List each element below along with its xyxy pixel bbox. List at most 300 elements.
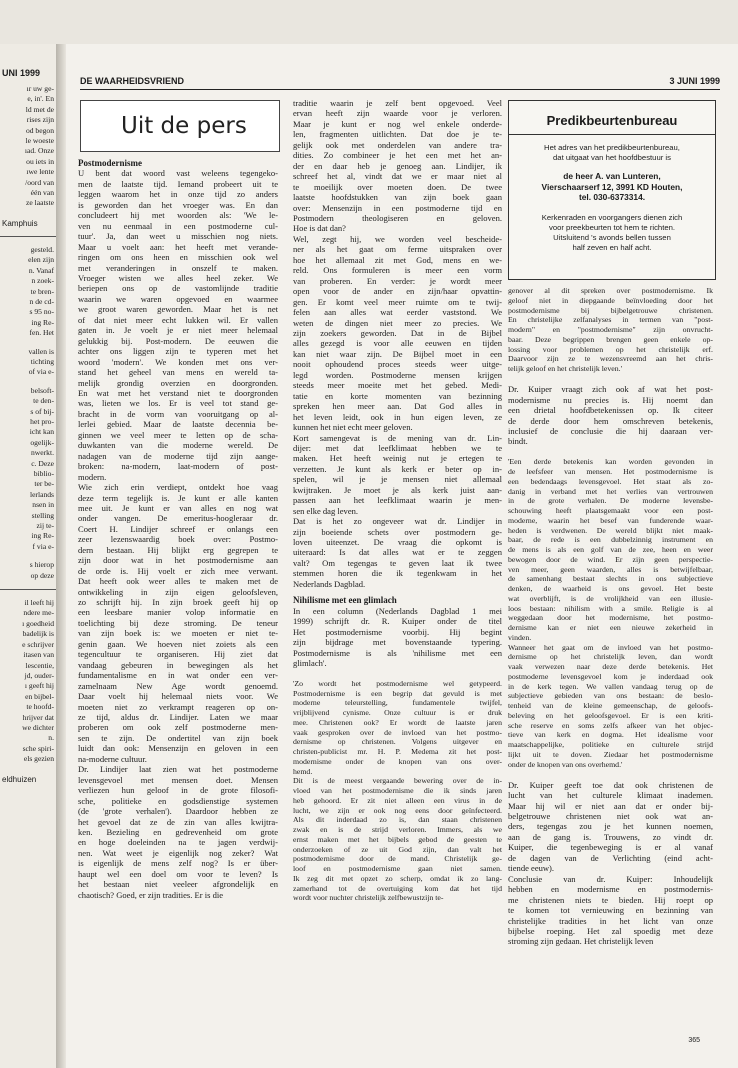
text-line: nen. Wat weet je eigenlijk nog zeker? Wat bbox=[78, 847, 278, 858]
text-line: één van bbox=[30, 188, 54, 198]
text-line: fen. Het bbox=[29, 328, 54, 338]
text-line: in de kerk tegen. We vallen vandaag terug op de bbox=[508, 681, 713, 691]
text-line: ervan heeft zijn waarde voor je verloren. bbox=[293, 108, 502, 119]
text-line: der en daar heb je genoeg aan. Lindijer, ik bbox=[293, 160, 502, 171]
text-line: genin gaan. We hoeven niet zoiets als een bbox=[78, 638, 278, 649]
text-line: bracht in de vorm van vooruitgang op al- bbox=[78, 408, 278, 419]
text-line: maken. Het heeft weinig nut je ertegen te bbox=[293, 453, 502, 464]
text-line: bindt. bbox=[508, 436, 528, 447]
text-line: stand het geheel van mens en wereld ta- bbox=[78, 367, 278, 378]
quotation bbox=[293, 776, 502, 903]
text-line: il leeft hij bbox=[24, 598, 54, 608]
text-line: ze tijd, aldus dr. Lindijer. Laten we maar bbox=[78, 712, 278, 723]
column-2 bbox=[293, 98, 502, 903]
text-line: van proberen. En verder: je wordt meer bbox=[293, 275, 502, 286]
text-line: Hoe is dat dan? bbox=[293, 223, 346, 234]
text-line: /oord van bbox=[25, 177, 54, 187]
text-line: met veranderingen in onszelf te maken. bbox=[78, 262, 278, 273]
paragraph bbox=[508, 384, 713, 447]
text-line: denken, de waarheid is ons gevoel. Het beste bbox=[508, 584, 713, 593]
text-line: ven meer, geen waarden, alles is betwijfelbaar, bbox=[508, 564, 713, 574]
prev-block-2 bbox=[0, 245, 56, 339]
text-line: op deze bbox=[30, 570, 54, 580]
paragraph bbox=[293, 516, 502, 589]
text-line: ı goedheid bbox=[22, 618, 54, 628]
text-line: gelukkig bij. Post-modern. De eeuwen die bbox=[78, 335, 278, 346]
text-line: ringen om ons heen en misschien ook wel bbox=[78, 252, 278, 263]
text-line: te hoofd- bbox=[26, 702, 54, 712]
text-line: 'Zo wordt het postmodernisme wel getypeerd. bbox=[293, 678, 502, 688]
text-line: ter be- bbox=[34, 479, 54, 489]
text-line: modern. bbox=[78, 471, 107, 482]
text-line: vallen is bbox=[28, 346, 54, 356]
contact-phone: tel. 030-6373314. bbox=[578, 192, 646, 202]
prev-block-6 bbox=[0, 598, 56, 765]
text-line: na-moderne cultuur. bbox=[78, 753, 147, 764]
text-line: is geworden dan het vroeger was. En dan bbox=[78, 199, 278, 210]
text-line: gelijk ook met onderdelen van andere tra- bbox=[293, 139, 502, 150]
page-number: 365 bbox=[688, 1037, 700, 1044]
text-line: biblio- bbox=[33, 469, 54, 478]
text-line: te den- bbox=[33, 396, 54, 406]
text-line: n zoek- bbox=[31, 276, 54, 286]
text-line: een leesbare manier volop informatie en bbox=[78, 607, 278, 618]
text-line: ld met de bbox=[25, 104, 54, 114]
text-line: e, in'. En bbox=[27, 94, 54, 104]
text-line: ır uw ge- bbox=[26, 84, 54, 93]
text-line: els gezien bbox=[23, 754, 54, 764]
text-line: alles gezegd is voor alle eeuwen en tijden bbox=[293, 338, 502, 349]
text-line: baar, de rede is een dubbelzinnig instrument en bbox=[508, 535, 713, 545]
text-line: het bestaan niet veeleer afgrondelijk en bbox=[78, 879, 278, 890]
column-1 bbox=[78, 158, 278, 900]
text-line: belgetrouwe christenen niet ook wat an- bbox=[508, 811, 713, 821]
text-line: vandaag gebeuren in bewegingen als het bbox=[78, 659, 278, 670]
text-line: maatschappelijke, politieke en culturele strijd bbox=[508, 740, 713, 749]
text-line: tuur'. Ja, dan weet u misschien nog niets. bbox=[78, 231, 278, 242]
text-line: legd worden. Postmoderne mensen krijgen bbox=[293, 369, 502, 380]
text-line: genover al dit spreken over postmodernisme. Ik bbox=[508, 286, 713, 295]
text-line: f via e- bbox=[32, 541, 54, 551]
text-line: schouwing heeft plaatsgemaakt voor een post- bbox=[508, 506, 713, 515]
text-line: baar. Deze begrippen brengen geen enkele op- bbox=[508, 334, 713, 344]
text-line: wat overblijft, is de vrolijkheid van een illusie- bbox=[508, 593, 713, 603]
text-line: moderne, waarin het besef van funderende waar- bbox=[508, 515, 713, 525]
text-line: modernisme nu precies is. Hij noemt dan bbox=[508, 394, 713, 405]
text-line: open voor de ander en zijn/haar opvattin- bbox=[293, 286, 502, 297]
notice-note: half zeven en half acht. bbox=[572, 242, 652, 252]
quotation bbox=[293, 679, 502, 777]
paragraph bbox=[293, 433, 502, 517]
text-line: ing Re- bbox=[31, 317, 54, 327]
text-line: rises zijn bbox=[26, 115, 54, 125]
text-line: zijn boeiende schets over postmodern ge- bbox=[293, 526, 502, 537]
text-line: zijn bijdrage met bovenstaande typering. bbox=[293, 637, 502, 648]
text-line: Dr. Kuiper vraagt zich ook af wat het post- bbox=[508, 384, 713, 395]
text-line: Kuiper, die tegenbeweging is er al vanaf bbox=[508, 842, 713, 853]
text-line: zijn door wat in het postmodernisme aan bbox=[78, 555, 278, 566]
text-line: s of bij- bbox=[30, 406, 54, 416]
text-line: tieve van kerk en dogma. Het idealisme voor bbox=[508, 730, 713, 740]
prev-author: Kamphuis bbox=[2, 218, 38, 228]
text-line: Dat heeft ook weer alles te maken met de bbox=[78, 576, 278, 587]
paragraph bbox=[293, 98, 502, 234]
text-line: En wat met het verstand niet te doorgronden bbox=[78, 387, 278, 398]
notice-note: Kerkenraden en voorgangers dienen zich bbox=[541, 212, 683, 222]
text-line: c. Deze bbox=[31, 458, 54, 468]
text-line: hrijver dat bbox=[22, 712, 54, 722]
text-line: vloed van het postmodernisme die ik sinds jaren bbox=[293, 786, 502, 796]
notice-line: Het adres van het predikbeurtenbureau, bbox=[544, 143, 680, 152]
text-line: tiende eeuw). bbox=[508, 863, 555, 874]
text-line: deze term tegelijk is. Je kunt er alle kanten bbox=[78, 492, 278, 503]
text-line: loven uiteenzet. De vraag die opkomt is bbox=[293, 537, 502, 548]
text-line: Dit is de meest vergaande bewering over de in- bbox=[293, 776, 502, 786]
text-line: Het postmodernisme voorbij. Hij begint bbox=[293, 626, 502, 637]
text-line: zeer lezenswaardig boek over: Postmo- bbox=[78, 534, 278, 545]
text-line: hebben en modernisme en postmodernis- bbox=[508, 884, 713, 895]
text-line: nooit ophoudend proces steeds weer uitge- bbox=[293, 359, 502, 370]
text-line: lescentie, bbox=[25, 660, 54, 670]
text-line: te bren- bbox=[30, 286, 54, 296]
text-line: spreken hen meer aan. Dat God alles in bbox=[293, 401, 502, 412]
text-line: ı geeft hij bbox=[24, 681, 54, 691]
text-line: Dr. Kuiper geeft toe dat ook christenen de bbox=[508, 779, 713, 790]
subheading-postmodernisme: Postmodernisme bbox=[78, 158, 142, 168]
text-line: kan niet waar zijn. De Bijbel moet in een bbox=[293, 348, 502, 359]
text-line: loof en postmodernisme gaan niet samen. bbox=[293, 864, 502, 874]
text-line: bijbelse roeping. Het zal spoedig met deze bbox=[508, 925, 713, 936]
paragraph bbox=[78, 764, 278, 900]
text-line: U bent dat woord vast weleens tegengeko- bbox=[78, 168, 278, 179]
text-line: le woeste bbox=[25, 136, 54, 146]
text-line: het pro- bbox=[30, 416, 54, 426]
text-line: Daarvoor zijn ze te wezensvreemd aan het chris- bbox=[508, 354, 713, 364]
text-line: of dat niet meer echt lukken wil. Er vallen bbox=[78, 314, 278, 325]
text-line: Maar hij wil er niet aan dat er onder bij- bbox=[508, 800, 713, 811]
previous-page-edge bbox=[0, 44, 57, 1068]
text-line: Coert H. Lindijer schreef er onlangs een bbox=[78, 523, 278, 534]
text-line: Wel, zegt hij, we worden veel bescheide- bbox=[293, 233, 502, 244]
text-line: verliezen hun geloof in de grote filosofi- bbox=[78, 785, 278, 796]
text-line: onder de knopen van ons overhemd.' bbox=[508, 759, 623, 769]
text-line: zamelnaam New Age wordt genoemd. bbox=[78, 680, 278, 691]
text-line: Dr. Lindijer laat zien wat het postmoderne bbox=[78, 764, 278, 775]
text-line: waarin we waren opgevoed en waarmee bbox=[78, 293, 278, 304]
text-line: vaak gesproken over de invloed van het postmo- bbox=[293, 727, 502, 737]
text-line: Maar u voelt aan: het heeft met verande- bbox=[78, 241, 278, 252]
text-line: modernisme onder de knopen van ons over- bbox=[293, 756, 502, 766]
text-line: is eigenlijk de mens zelf nog? Is er über- bbox=[78, 858, 278, 869]
text-line: hemd. bbox=[293, 766, 313, 776]
text-line: dernisme op het christelijk leven, dan wordt bbox=[508, 652, 713, 662]
text-line: luidt dan ook: Mensenzijn en geloven in een bbox=[78, 743, 278, 754]
quotation bbox=[508, 643, 713, 770]
text-line: ken. Bezieling en gedrevenheid om grote bbox=[78, 827, 278, 837]
text-line: felen aan alles wat eerder vaststond. We bbox=[293, 307, 502, 318]
text-line: nadagen van de moderne tijd zijn aange- bbox=[78, 450, 278, 461]
text-line: christen-publicist mr. H. P. Medema zit het post- bbox=[293, 747, 502, 757]
text-line: glimlach'. bbox=[293, 658, 327, 669]
binding-spine bbox=[56, 44, 66, 1068]
quotation bbox=[508, 286, 713, 374]
text-line: ogelijk- bbox=[30, 437, 54, 447]
prev-box bbox=[0, 236, 56, 590]
text-line: gesteld. bbox=[30, 244, 54, 254]
text-line: Wie zich erin verdiept, ontdekt hoe vaag bbox=[78, 482, 278, 493]
text-line: toelichting bij deze stroming. De teneur bbox=[78, 617, 278, 628]
text-line: concludeert hij met woorden als: 'We le- bbox=[78, 210, 278, 221]
text-line: ıwe lente bbox=[26, 167, 54, 177]
text-line: tatie en korte momenten van bezinning bbox=[293, 390, 502, 401]
text-line: ner als het gaat om ferme uitspraken over bbox=[293, 244, 502, 255]
text-line: onderzoeken of ze uit God zijn, dan valt het bbox=[293, 844, 502, 854]
text-line: vaak verwezen naar deze derde betekenis. Het bbox=[508, 662, 713, 671]
text-line: Conclusie van dr. Kuiper: Inhoudelijk bbox=[508, 873, 713, 884]
text-line: de dagen van de Verlichting (eind acht- bbox=[508, 852, 713, 863]
text-line: men de laatste tijd. Iemand probeert uit te bbox=[78, 178, 278, 189]
text-line: Maar je kunt er nog wel enkele onderde- bbox=[293, 118, 502, 129]
notice-note: voor preekbeurten tot hem te richten. bbox=[548, 222, 676, 232]
text-line: proberen om ook zelf postmoderne men- bbox=[78, 722, 278, 733]
text-line: mee uit. Je kunt er van alles en nog wat bbox=[78, 502, 278, 513]
text-line: Daar voelt hij helemaal niets voor. We bbox=[78, 691, 278, 702]
text-line: Ik zeg dit met opzet zo scherp, omdat ik zo lang- bbox=[293, 873, 502, 883]
text-line: duwkanten van die moderne wereld. De bbox=[78, 440, 278, 451]
text-line: Postmodern theologiseren en geloven. bbox=[293, 212, 502, 223]
text-line: ze laatste bbox=[25, 198, 54, 208]
text-line: s 95 no- bbox=[29, 307, 54, 317]
text-line: elen zijn bbox=[28, 255, 54, 265]
text-line: tegencultuur te organiseren. Hij ziet dat bbox=[78, 649, 278, 660]
magazine-page bbox=[66, 44, 738, 1068]
text-line: melijk grondig overzien en doorgronden. bbox=[78, 377, 278, 388]
text-line: ou iets in bbox=[26, 156, 54, 166]
text-line: Als dit inderdaad zo is, dan staan christenen bbox=[293, 815, 502, 825]
text-line: zijn zoekers geworden. Dat in de Bijbel bbox=[293, 327, 502, 338]
text-line: over: Mensenzijn in een postmoderne tijd en bbox=[293, 202, 502, 213]
text-line: Nederlands Dagblad. bbox=[293, 578, 366, 589]
text-line: traditie waarin je zelf bent opgevoed. Veel bbox=[293, 98, 502, 108]
contact-name: de heer A. van Lunteren, bbox=[563, 171, 661, 181]
quotation bbox=[508, 457, 713, 642]
text-line: beriepen ons op de vastomlijnde traditie bbox=[78, 283, 278, 294]
text-line: Postmodernisme is een begrip dat gevuld is met bbox=[293, 688, 502, 698]
text-line: ernst maken met het bijbels gebod de geesten te bbox=[293, 834, 502, 844]
text-line: beleving en het geloofsgevoel. Er is een kriti- bbox=[508, 710, 713, 720]
text-line: ginnen we veel meer te letten op de scha- bbox=[78, 429, 278, 440]
text-line: ven nu eenmaal in een postmoderne cul- bbox=[78, 220, 278, 231]
text-line: len, fragmenten uitlichten. Dat doe je te- bbox=[293, 129, 502, 140]
text-line: de orde is. Hij voelt er zich mee verwant. bbox=[78, 565, 278, 576]
text-line: belsoft- bbox=[30, 385, 54, 395]
text-line: of via e- bbox=[28, 367, 54, 377]
text-line: Vroeger wisten we alles heel zeker. We bbox=[78, 272, 278, 283]
prev-page-header: UNI 1999 bbox=[2, 68, 41, 78]
text-line: Dat is het zo ongeveer wat dr. Lindijer in bbox=[293, 516, 502, 527]
notice-line: dat uitgaat van het hoofdbestuur is bbox=[553, 153, 671, 162]
text-line: ndere me- bbox=[23, 608, 54, 618]
text-line: stemmen horen die ik tegenkwam in het bbox=[293, 568, 502, 579]
text-line: stelling bbox=[31, 510, 54, 520]
text-line: onder vangen. De emeritus-hoogleraar dr. bbox=[78, 513, 278, 524]
text-line: wordt voor nuchter christelijk zelfbewustzijn te- bbox=[293, 893, 444, 903]
text-line: stroming zijn gedaan. Het christelijk leven bbox=[508, 936, 654, 947]
text-line: mee. Christenen ook? Er wordt de laatste jaren bbox=[293, 717, 502, 727]
text-line: was, lieten we los. Er is veel tot stand ge- bbox=[78, 398, 278, 409]
text-line: te komen tot vernieuwing en bezinning van bbox=[508, 905, 713, 916]
text-line: modern" en "postmodernisme" zijn onvrucht- bbox=[508, 325, 713, 334]
text-line: lucht van het culturele klimaat inademen. bbox=[508, 790, 713, 801]
text-line: uiteraard: Is dat alles wat er te zeggen bbox=[293, 547, 502, 558]
text-line: hoe het allemaal zit met God, mens en we- bbox=[293, 254, 502, 265]
text-line: nsen in bbox=[32, 500, 54, 510]
text-line: chaotisch? Goed, er zijn tradities. Er is die bbox=[78, 889, 224, 900]
text-line: christelijke tradities in het licht van onze bbox=[508, 915, 713, 926]
text-line: sche, politieke en godsdienstige systemen bbox=[78, 795, 278, 806]
text-line: we dichter bbox=[22, 722, 54, 732]
text-line: n de cd- bbox=[29, 296, 54, 306]
predikbeurtenbureau-notice bbox=[508, 100, 716, 280]
text-line: we groot waren geworden. Maar het is net bbox=[78, 304, 278, 315]
text-line: leggen waarom het in onze tijd zo anders bbox=[78, 189, 278, 200]
text-line: moderne teleurstelling, fundamentele twijfel, bbox=[293, 698, 502, 708]
text-line: reld. Ons formuleren is meer een vorm bbox=[293, 265, 502, 276]
paragraph bbox=[293, 234, 502, 433]
notice-note: Uitsluitend 's avonds bellen tussen bbox=[553, 232, 671, 242]
text-line: dities. Zo combineer je het een met het an- bbox=[293, 150, 502, 161]
text-line: heb gehoord. Er zit niet alleen een virus in de bbox=[293, 795, 502, 805]
prev-footer: eldhuizen bbox=[2, 774, 37, 784]
subheading-nihilisme: Nihilisme met een glimlach bbox=[293, 595, 397, 606]
text-line: ders, tegengas zou je het kunnen noemen, bbox=[508, 821, 713, 832]
text-line: in de grote verhalen. De moderne levensbe- bbox=[508, 496, 713, 506]
text-line: Wanneer het gaat om de invloed van het postmo- bbox=[508, 642, 713, 652]
text-line: bewogen door de wind. Er zijn geen perspectie- bbox=[508, 554, 713, 564]
text-line: de mens is als een golf van de zee, heen en weer bbox=[508, 545, 713, 554]
text-line: 'Een derde betekenis kan worden gevonden in bbox=[508, 457, 713, 467]
text-line: vrijblijvend cynisme. Onze cultuur is er druk bbox=[293, 708, 502, 718]
prev-block-4 bbox=[0, 386, 56, 553]
text-line: lerlei gebied. Maar de laatste decennia be- bbox=[78, 419, 278, 430]
text-line: het gevoel dat ze de zin van alles kwijtra- bbox=[78, 816, 278, 827]
text-line: ontwikkeling in zijn eigen geloofsleven, bbox=[78, 586, 278, 597]
text-line: een drietal hoofdbetekenissen op. Ik citeer bbox=[508, 405, 713, 416]
text-line: haupt wel een doel om voor te leven? Is bbox=[78, 868, 278, 879]
paragraph bbox=[293, 606, 502, 669]
text-line: ıad. Onze bbox=[24, 146, 54, 156]
prev-block-1 bbox=[0, 84, 56, 209]
text-line: te moeilijk over moeten doen. De twee bbox=[293, 181, 502, 192]
text-line: aan de gang is. Trouwens, zo vindt dr. bbox=[508, 831, 713, 842]
text-line: zwak en is de strijd verloren. Immers, als we bbox=[293, 825, 502, 835]
text-line: sche spiri- bbox=[22, 743, 54, 753]
text-line: dijer: met dat leefklimaat hebben we te bbox=[293, 442, 502, 453]
text-line: en bijbel- bbox=[25, 691, 54, 701]
text-line: lossing voor problemen op het christelijk erf. bbox=[508, 344, 713, 354]
text-line: het leven leidt, ook in hun eigen leven, ze bbox=[293, 411, 502, 422]
text-line: od begon bbox=[25, 125, 54, 135]
text-line: Postmodernisme is als 'nihilisme met een bbox=[293, 647, 502, 658]
header-rule bbox=[80, 89, 720, 90]
paragraph bbox=[78, 168, 278, 482]
text-line: fundamentalisme en in wat onder een ver- bbox=[78, 670, 278, 681]
text-line: Kort samengevat is de mening van dr. Lin- bbox=[293, 432, 502, 443]
text-line: loos bestaan: nihilism with a smile. Religie is al bbox=[508, 603, 713, 613]
prev-block-3 bbox=[0, 347, 56, 378]
text-line: badelijk is bbox=[22, 629, 54, 639]
text-line: levensgevoel met mensen doet. Mensen bbox=[78, 774, 278, 785]
notice-rule bbox=[509, 134, 715, 135]
text-line: steeds meer moeite met het gebed. Medi- bbox=[293, 380, 502, 391]
text-line: kunnen het niet echt meer geloven. bbox=[293, 422, 413, 433]
text-line: woord 'modern'. We konden met ons ver- bbox=[78, 356, 278, 367]
paragraph bbox=[78, 482, 278, 764]
text-line: dernisme op christenen. Volgens uitgever en bbox=[293, 737, 502, 747]
text-line: laatste hoofdstukken van zijn boek gaan bbox=[293, 192, 502, 203]
text-line: In een column (Nederlands Dagblad 1 mei bbox=[293, 605, 502, 616]
text-line: van zijn boek is: we moeten er niet te- bbox=[78, 628, 278, 639]
text-line: dern bestaan. Hij blijkt erg gegrepen te bbox=[78, 544, 278, 555]
text-line: ing Re- bbox=[31, 531, 54, 541]
text-line: nwerkt. bbox=[31, 448, 54, 458]
issue-date: 3 JUNI 1999 bbox=[669, 76, 720, 86]
text-line: danig in verband met het verlies van vertrouwen bbox=[508, 486, 713, 496]
text-line: sen elke dag leven. bbox=[293, 505, 359, 516]
text-line: vinden. bbox=[508, 632, 532, 642]
text-line: weggedaan door het modernisme, het postmo- bbox=[508, 613, 713, 623]
text-line: subjectieve gebieden van ons bestaan: de beslo- bbox=[508, 691, 713, 701]
text-line: 1999) schrijft dr. R. Kuiper onder de titel bbox=[293, 616, 502, 627]
text-line: telijk geloof en het christelijk leven.' bbox=[508, 364, 622, 373]
text-line: postmoderne levensgevoel kom je inderdaad ook bbox=[508, 671, 713, 681]
text-line: valt? Om tegengas te geven laat ik twee bbox=[293, 557, 502, 568]
prev-block-5 bbox=[0, 560, 56, 581]
text-line: gen. Er komt veel meer ruimte om te twij- bbox=[293, 296, 502, 307]
text-line: broken: na-modern, laat-modern of post- bbox=[78, 461, 278, 472]
text-line: verzetten. Je kunt als kerk er beter op in- bbox=[293, 463, 502, 474]
text-line: postmodernisme bij bijbelgetrouwe christenen. bbox=[508, 305, 713, 315]
text-line: zij te- bbox=[36, 521, 54, 531]
text-line: itasen van bbox=[23, 650, 54, 660]
text-line: de leefsfeer van mensen. Het postmodernisme is bbox=[508, 467, 713, 476]
text-line: spelen, wil je je mensen niet allemaal bbox=[293, 474, 502, 485]
text-line: moeten niet zo verkrampt reageren op on- bbox=[78, 701, 278, 712]
text-line: gaten in. Je voelt je er niet meer helemaal bbox=[78, 325, 278, 336]
text-line: lerlands bbox=[29, 489, 54, 499]
text-line: jd, ouder- bbox=[24, 670, 54, 680]
text-line: kwijtraken. Je moet je als kerk juist aan- bbox=[293, 484, 502, 495]
text-line: dernisme kan er niet een nieuwe zekerheid in bbox=[508, 623, 713, 632]
paragraph bbox=[508, 874, 713, 947]
publication-name: DE WAARHEIDSVRIEND bbox=[80, 76, 185, 86]
text-line: me christenen niets te bieden. Hij roept op bbox=[508, 894, 713, 905]
text-line: de derde door hem omschreven betekenis, bbox=[508, 415, 713, 426]
text-line: een bedendaags levensgevoel. Het staat als zo- bbox=[508, 476, 713, 486]
section-title: Uit de pers bbox=[121, 113, 247, 139]
text-line: geloof niet in diepgaande beïnvloeding door het bbox=[508, 295, 713, 305]
text-line: de samenhang bestaat slechts in ons subjectieve bbox=[508, 574, 713, 584]
section-title-box bbox=[80, 100, 280, 152]
column-3 bbox=[508, 286, 713, 947]
text-line: zamerhand tot de overtuiging kom dat het tijd bbox=[293, 883, 502, 893]
text-line: n. Vanaf bbox=[28, 265, 54, 275]
text-line: (de 'grote verhalen'). Daardoor hebben ze bbox=[78, 806, 278, 817]
text-line: heden is verdwenen. De wereld blijkt niet maak- bbox=[508, 525, 713, 535]
text-line: schreef het al, vindt dat we er maar niet al bbox=[293, 171, 502, 182]
text-line: passen aan het leefklimaat waarin je men- bbox=[293, 495, 502, 506]
text-line: en hoge doeleinden na te jagen verdwij- bbox=[78, 837, 278, 848]
